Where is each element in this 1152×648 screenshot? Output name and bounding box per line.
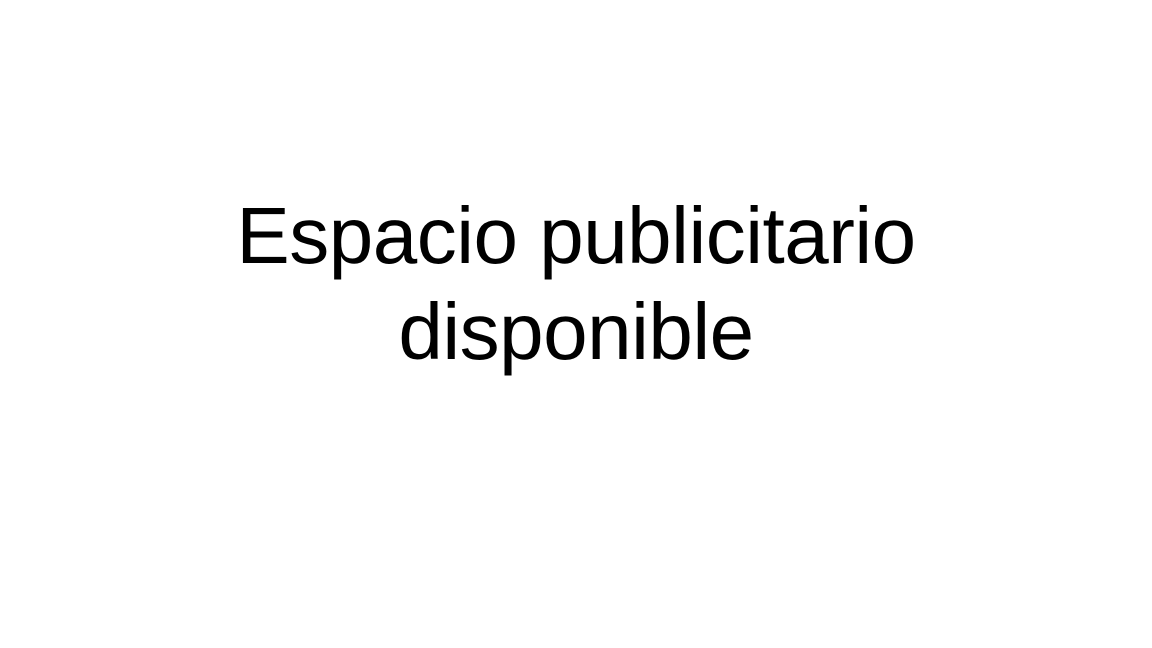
ad-message bbox=[0, 188, 1152, 380]
ad-message-line-1: Espacio publicitario bbox=[236, 191, 916, 280]
ad-message-line-2: disponible bbox=[398, 287, 754, 376]
